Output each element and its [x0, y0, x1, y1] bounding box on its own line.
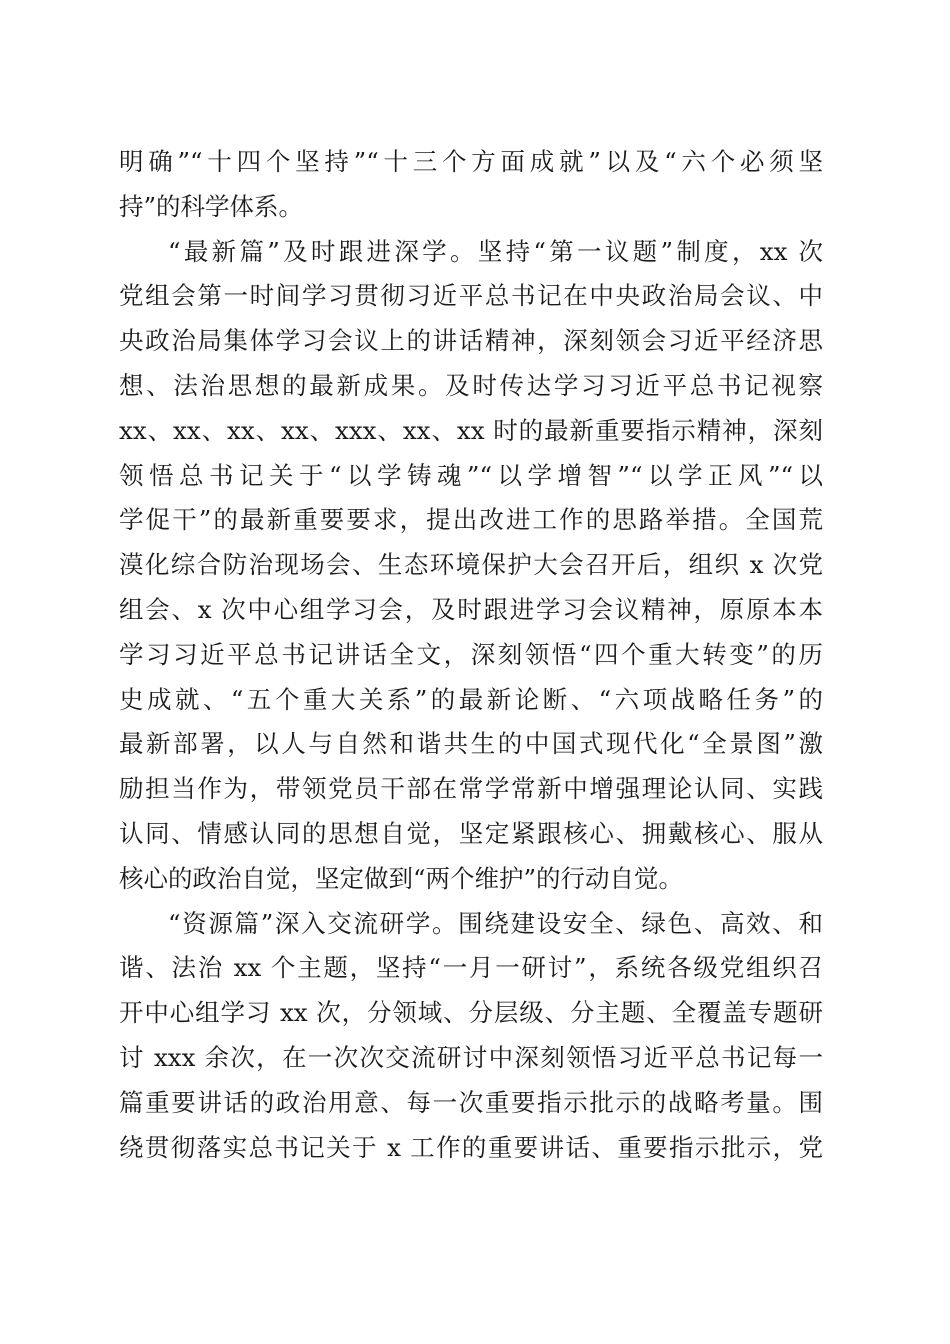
- text-line: 认同、情感认同的思想自觉，坚定紧跟核心、拥戴核心、服从: [119, 818, 823, 848]
- body-text: [119, 140, 823, 1170]
- text-line: 谐、法治 xx 个主题，坚持“一月一研讨”，系统各级党组织召: [119, 953, 823, 983]
- text-line: 学促干”的最新重要要求，提出改进工作的思路举措。全国荒: [119, 505, 823, 535]
- paragraph-start-line: “最新篇”及时跟进深学。坚持“第一议题”制度，xx 次: [168, 236, 823, 266]
- text-line: 组会、x 次中心组学习会，及时跟进学习会议精神，原原本本: [119, 594, 823, 624]
- text-line: 篇重要讲话的政治用意、每一次重要指示批示的战略考量。围: [119, 1087, 823, 1117]
- text-line: 讨 xxx 余次，在一次次交流研讨中深刻领悟习近平总书记每一: [119, 1042, 823, 1072]
- text-line: 励担当作为，带领党员干部在常学常新中增强理论认同、实践: [119, 774, 823, 804]
- text-line: 核心的政治自觉，坚定做到“两个维护”的行动自觉。: [119, 863, 684, 893]
- text-line: 史成就、“五个重大关系”的最新论断、“六项战略任务”的: [119, 684, 823, 714]
- text-line: 明确”“十四个坚持”“十三个方面成就”以及“六个必须坚: [119, 147, 823, 176]
- text-line: 想、法治思想的最新成果。及时传达学习习近平总书记视察: [119, 370, 823, 400]
- text-line: 持”的科学体系。: [119, 191, 304, 221]
- text-line: xx、xx、xx、xx、xxx、xx、xx 时的最新重要指示精神，深刻: [119, 415, 823, 445]
- text-line: 学习习近平总书记讲话全文，深刻领悟“四个重大转变”的历: [119, 639, 823, 669]
- text-line: 绕贯彻落实总书记关于 x 工作的重要讲话、重要指示批示，党: [119, 1132, 823, 1162]
- text-line: 央政治局集体学习会议上的讲话精神，深刻领会习近平经济思: [119, 326, 823, 356]
- text-line: 开中心组学习 xx 次，分领域、分层级、分主题、全覆盖专题研: [119, 998, 823, 1028]
- text-line: 党组会第一时间学习贯彻习近平总书记在中央政治局会议、中: [119, 281, 823, 311]
- text-line: 漠化综合防治现场会、生态环境保护大会召开后，组织 x 次党: [119, 550, 823, 580]
- text-line: 最新部署，以人与自然和谐共生的中国式现代化“全景图”激: [119, 729, 823, 759]
- text-line: 领悟总书记关于“以学铸魂”“以学增智”“以学正风”“以: [119, 460, 823, 490]
- paragraph-start-line: “资源篇”深入交流研学。围绕建设安全、绿色、高效、和: [168, 908, 823, 938]
